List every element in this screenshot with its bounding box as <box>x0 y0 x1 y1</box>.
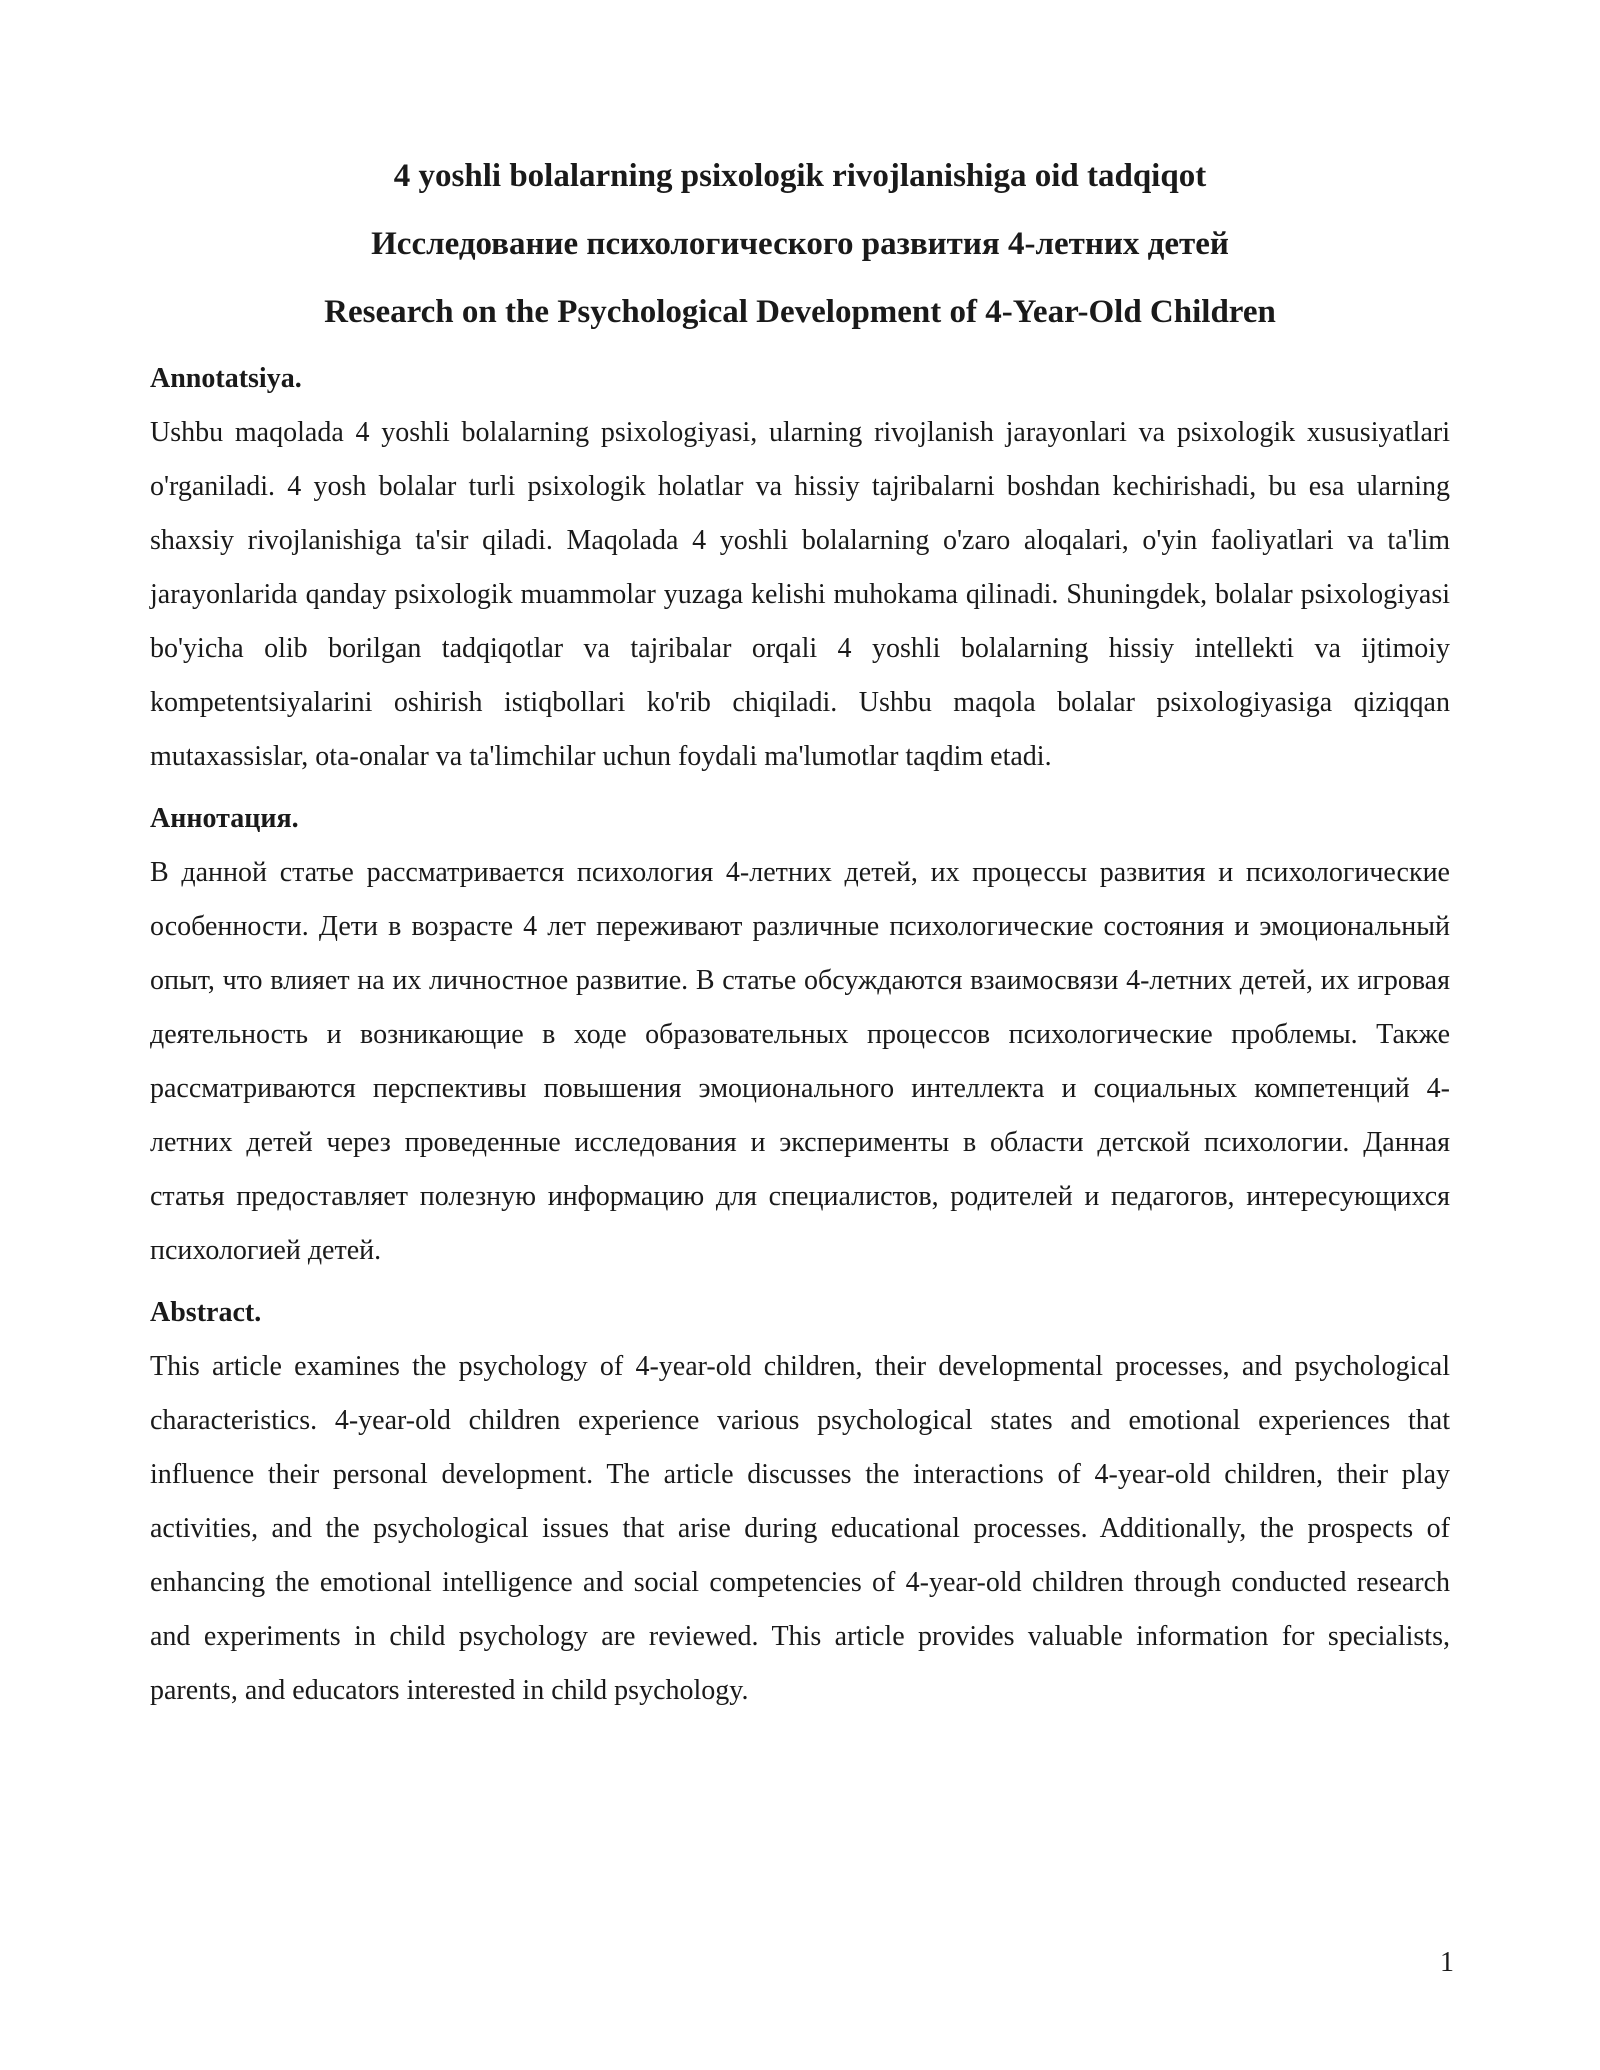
abstract-russian-text: В данной статье рассматривается психология 4-летних детей, их процессы развития и психологические особенности. Дети в возрасте 4 лет переживают различные психологические состояния и эмоциональный опыт, что влияет на их личностное развитие. В статье обсуждаются взаимосвязи 4-летних детей, их игровая деятельность и возникающие в ходе образовательных процессов психологические проблемы. Также рассматриваются перспективы повышения эмоционального интеллекта и социальных компетенций 4-летних детей через проведенные исследования и эксперименты в области детской психологии. Данная статья предоставляет полезную информацию для специалистов, родителей и педагогов, интересующихся психологией детей. <box>150 857 1450 1266</box>
abstract-uzbek-heading: Annotatsiya. <box>150 363 302 394</box>
abstract-russian-heading: Аннотация. <box>150 803 299 834</box>
title-english: Research on the Psychological Development of 4-Year-Old Children <box>324 294 1276 330</box>
abstract-russian <box>150 792 1450 1278</box>
page-number: 1 <box>1440 1947 1454 1978</box>
title-russian: Исследование психологического развития 4-летних детей <box>371 226 1229 262</box>
abstract-english-text: This article examines the psychology of 4-year-old children, their developmental processes, and psychological characteristics. 4-year-old children experience various psychological states and emotional experiences that influence their personal development. The article discusses the interactions of 4-year-old children, their play activities, and the psychological issues that arise during educational processes. Additionally, the prospects of enhancing the emotional intelligence and social competencies of 4-year-old children through conducted research and experiments in child psychology are reviewed. This article provides valuable information for specialists, parents, and educators interested in child psychology. <box>150 1351 1450 1706</box>
abstracts <box>150 352 1450 1726</box>
abstract-english <box>150 1286 1450 1718</box>
title-block <box>150 142 1450 346</box>
title-uzbek: 4 yoshli bolalarning psixologik rivojlanishiga oid tadqiqot <box>393 158 1207 194</box>
abstract-uzbek-text: Ushbu maqolada 4 yoshli bolalarning psixologiyasi, ularning rivojlanish jarayonlari va psixologik xususiyatlari o'rganiladi. 4 yosh bolalar turli psixologik holatlar va hissiy tajribalarni boshdan kechirishadi, bu esa ularning shaxsiy rivojlanishiga ta'sir qiladi. Maqolada 4 yoshli bolalarning o'zaro aloqalari, o'yin faoliyatlari va ta'lim jarayonlarida qanday psixologik muammolar yuzaga kelishi muhokama qilinadi. Shuningdek, bolalar psixologiyasi bo'yicha olib borilgan tadqiqotlar va tajribalar orqali 4 yoshli bolalarning hissiy intellekti va ijtimoiy kompetentsiyalarini oshirish istiqbollari ko'rib chiqiladi. Ushbu maqola bolalar psixologiyasiga qiziqqan mutaxassislar, ota-onalar va ta'limchilar uchun foydali ma'lumotlar taqdim etadi. <box>150 417 1450 772</box>
abstract-english-heading: Abstract. <box>150 1297 262 1328</box>
abstract-uzbek <box>150 352 1450 784</box>
